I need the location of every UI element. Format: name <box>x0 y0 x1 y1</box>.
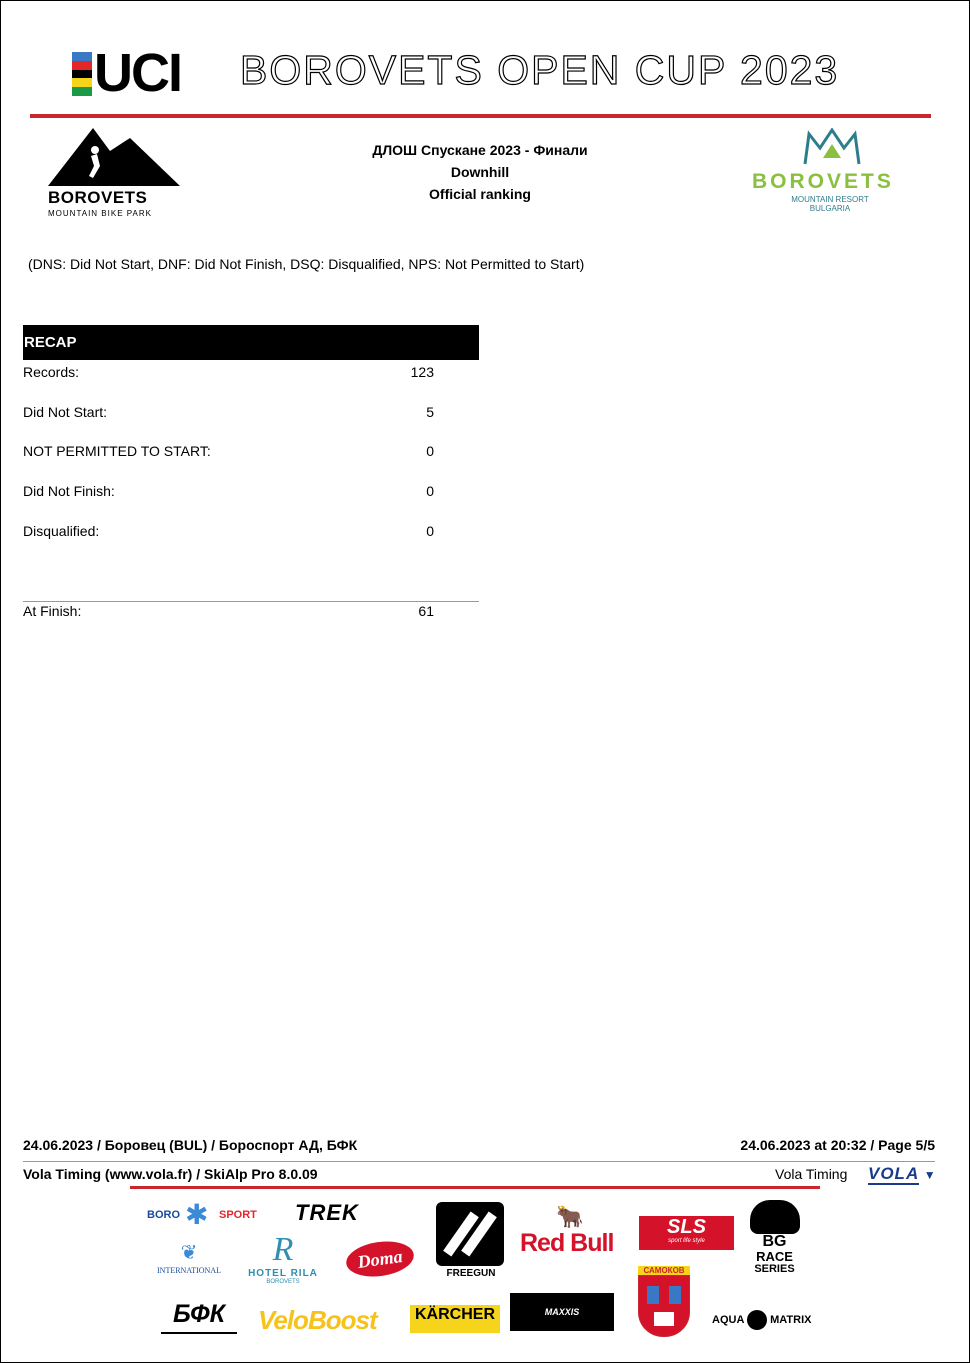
veloboost-logo <box>258 1305 377 1336</box>
recap-header <box>23 325 479 360</box>
snowflake-icon: ✱ <box>185 1199 209 1230</box>
recap-value: 0 <box>426 523 434 539</box>
aquamatrix-text-a: AQUA <box>712 1313 744 1326</box>
uci-logo-text: UCI <box>94 43 181 103</box>
status-legend: (DNS: Did Not Start, DNF: Did Not Finish, DSQ: Disqualified, NPS: Not Permitted to Start) <box>28 256 585 272</box>
vola-triangle-icon: ▼ <box>923 1168 936 1182</box>
recap-label: Did Not Start: <box>23 404 108 420</box>
resort-subtitle-line2: BULGARIA <box>809 204 851 213</box>
footer-page-info: 24.06.2023 at 20:32 / Page 5/5 <box>740 1137 935 1153</box>
borosport-logo <box>147 1200 267 1236</box>
bg-race-wheel-icon <box>750 1200 800 1234</box>
trek-logo: TREK <box>295 1200 359 1225</box>
international-emblem-icon: ❦ <box>180 1242 198 1264</box>
uci-logo <box>72 43 212 103</box>
borovets-right-title: BOROVETS <box>752 170 894 193</box>
international-hotel-logo <box>148 1240 230 1290</box>
recap-label: At Finish: <box>23 603 82 619</box>
recap-value: 5 <box>426 404 434 420</box>
bulls-icon: 🐂 <box>556 1204 584 1229</box>
recap-label: Records: <box>23 364 80 380</box>
recap-title: RECAP <box>24 334 77 351</box>
recap-label: Disqualified: <box>23 523 100 539</box>
discipline: Downhill <box>450 164 510 180</box>
recap-row-dsq <box>23 523 434 539</box>
samokov-logo <box>638 1266 690 1342</box>
borosport-text-a: BORO <box>147 1209 180 1221</box>
recap-label: Did Not Finish: <box>23 483 115 499</box>
competition-name: ДЛОШ Спускане 2023 - Финали <box>372 142 588 158</box>
bfk-logo <box>155 1300 243 1342</box>
aquamatrix-text-b: MATRIX <box>770 1313 812 1326</box>
borovets-left-title: BOROVETS <box>48 188 148 207</box>
sponsor-divider <box>130 1186 820 1189</box>
recap-row-records <box>23 364 434 380</box>
recap-value: 61 <box>418 603 434 619</box>
recap-value: 123 <box>410 364 434 380</box>
samokov-crest-icon <box>638 1275 690 1337</box>
borosport-text-b: SPORT <box>219 1209 257 1221</box>
sls-text: SLS <box>667 1216 706 1238</box>
rila-r-icon: R <box>272 1231 294 1268</box>
ranking-type: Official ranking <box>429 186 531 202</box>
event-title: BOROVETS OPEN CUP 2023 <box>240 47 840 93</box>
borovets-left-subtitle: MOUNTAIN BIKE PARK <box>48 209 152 218</box>
footer-vola-label: Vola Timing <box>775 1166 848 1182</box>
veloboost-text: VeloBoost <box>258 1305 377 1335</box>
hotel-rila-subtitle: BOROVETS <box>266 1279 300 1285</box>
doma-logo: Doma <box>344 1237 416 1280</box>
recap-value: 0 <box>426 443 434 459</box>
vola-logo-text: VOLA <box>868 1164 920 1183</box>
aquamatrix-logo <box>712 1310 812 1334</box>
header-divider <box>30 114 931 118</box>
maxxis-logo: MAXXIS <box>510 1293 614 1331</box>
footer-divider <box>23 1161 935 1162</box>
vola-logo <box>868 1165 936 1185</box>
mountain-icon <box>45 126 185 188</box>
bg-race-text-1: BG <box>762 1233 787 1250</box>
recap-row-nps <box>23 443 434 459</box>
document-title <box>300 139 660 205</box>
resort-subtitle-line1: MOUNTAIN RESORT <box>791 195 869 204</box>
sls-logo <box>639 1216 734 1250</box>
recap-value: 0 <box>426 483 434 499</box>
aquamatrix-globe-icon <box>747 1310 767 1330</box>
sls-subtitle: sport life style <box>668 1238 705 1244</box>
borovets-bike-park-logo <box>45 126 185 222</box>
redbull-logo <box>520 1205 620 1265</box>
footer-event-info: 24.06.2023 / Боровец (BUL) / Бороспорт АД, БФК <box>23 1137 358 1153</box>
borovets-right-subtitle <box>785 195 875 213</box>
bg-race-text-2: RACE <box>756 1249 793 1264</box>
recap-divider <box>23 601 479 602</box>
bfk-underline <box>161 1332 237 1334</box>
footer-software: Vola Timing (www.vola.fr) / SkiAlp Pro 8.0.09 <box>23 1166 318 1182</box>
karcher-logo: KÄRCHER <box>410 1305 500 1333</box>
recap-row-dnf <box>23 483 434 499</box>
hotel-rila-text: HOTEL RILA <box>248 1268 318 1279</box>
bg-race-series-logo <box>747 1200 802 1290</box>
freegun-logo <box>436 1202 506 1282</box>
hotel-rila-logo <box>240 1232 326 1298</box>
freegun-mark-icon <box>436 1202 504 1266</box>
redbull-text: Red Bull <box>520 1229 614 1257</box>
borovets-resort-logo <box>745 128 920 218</box>
uci-rainbow-bars <box>72 52 92 96</box>
recap-row-dns <box>23 404 434 420</box>
bg-race-text-3: SERIES <box>754 1263 795 1275</box>
bfk-text: БФК <box>173 1300 225 1328</box>
recap-row-finish <box>23 603 434 619</box>
samokov-text: САМОКОВ <box>638 1266 690 1275</box>
international-text: INTERNATIONAL <box>157 1266 221 1275</box>
recap-label: NOT PERMITTED TO START: <box>23 443 211 459</box>
freegun-text: FREEGUN <box>446 1268 496 1279</box>
crown-icon <box>745 128 920 168</box>
